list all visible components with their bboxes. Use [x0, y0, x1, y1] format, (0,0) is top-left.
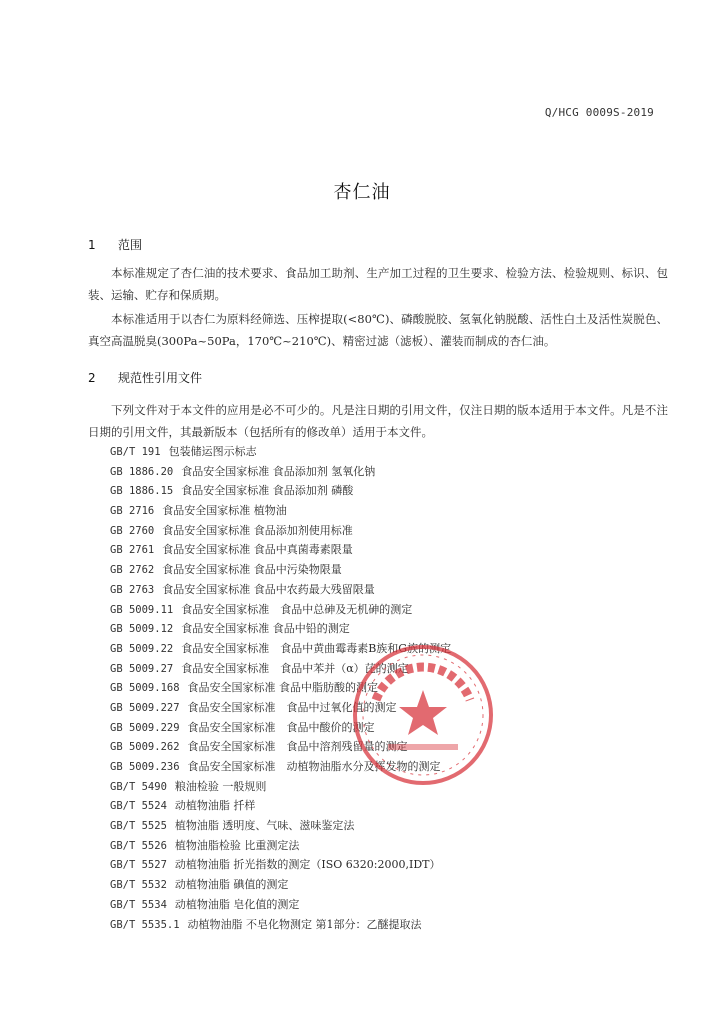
seal-star — [399, 690, 447, 735]
reference-code: GB 1886.15 — [110, 485, 174, 498]
reference-code: GB/T 5532 — [110, 879, 167, 892]
section-1-title: 范围 — [118, 238, 143, 252]
reference-title: 食品安全国家标准 食品添加剂 磷酸 — [181, 484, 354, 498]
reference-code: GB 5009.22 — [110, 642, 174, 655]
reference-title: 食品安全国家标准 食品中溶剂残留量的测定 — [187, 740, 408, 754]
reference-code: GB/T 5525 — [110, 820, 167, 833]
standard-code: Q/HCG 0009S-2019 — [544, 106, 654, 119]
list-item — [110, 521, 670, 541]
reference-title: 食品安全国家标准 食品中总砷及无机砷的测定 — [181, 602, 413, 616]
seal-number-band — [388, 744, 458, 750]
reference-title: 植物油脂 透明度、气味、滋味鉴定法 — [174, 819, 355, 833]
reference-title: 食品安全国家标准 食品添加剂使用标准 — [162, 523, 353, 537]
reference-title: 食品安全国家标准 食品中真菌毒素限量 — [162, 543, 353, 557]
list-item — [110, 501, 670, 521]
reference-title: 食品安全国家标准 植物油 — [162, 504, 287, 518]
section-2-heading — [88, 369, 202, 386]
reference-title: 粮油检验 一般规则 — [174, 779, 267, 793]
reference-code: GB 5009.262 — [110, 741, 180, 754]
list-item — [110, 442, 670, 462]
reference-title: 动植物油脂 折光指数的测定（ISO 6320:2000,IDT） — [174, 858, 441, 872]
reference-title: 食品安全国家标准 食品中污染物限量 — [162, 563, 342, 577]
reference-title: 食品安全国家标准 食品添加剂 氢氧化钠 — [181, 464, 376, 478]
list-item — [110, 580, 670, 600]
reference-code: GB 2716 — [110, 505, 155, 518]
section-1-number: 1 — [88, 238, 96, 252]
reference-code: GB/T 5534 — [110, 898, 167, 911]
list-item — [110, 855, 670, 875]
section-1-paragraph-2: 本标准适用于以杏仁为原料经筛选、压榨提取(<80℃)、磷酸脱胶、氢氧化钠脱酸、活性白土及活性炭脱色、真空高温脱臭(300Pa~50Pa，170℃~210℃)、精密过滤（滤板）、灌装而制成的杏仁油。 — [88, 312, 668, 348]
reference-code: GB 5009.236 — [110, 761, 180, 773]
list-item — [110, 875, 670, 895]
section-1-heading — [88, 236, 142, 253]
reference-title: 食品安全国家标准 食品中脂肪酸的测定 — [187, 681, 379, 695]
reference-code: GB 5009.27 — [110, 662, 174, 675]
reference-title: 动植物油脂 不皂化物测定 第1部分：乙醚提取法 — [187, 917, 422, 931]
reference-code: GB 2762 — [110, 564, 155, 577]
reference-code: GB/T 5535.1 — [110, 918, 180, 931]
reference-code: GB/T 5524 — [110, 800, 167, 813]
reference-title: 动植物油脂 扦样 — [174, 799, 256, 813]
reference-code: GB 5009.227 — [110, 701, 180, 714]
reference-code: GB 2763 — [110, 583, 155, 596]
reference-title: 食品安全国家标准 食品中过氧化值的测定 — [187, 700, 397, 714]
list-item — [110, 560, 670, 580]
reference-code: GB 2761 — [110, 544, 155, 557]
reference-code: GB/T 5527 — [110, 859, 167, 872]
reference-title: 植物油脂检验 比重测定法 — [174, 838, 300, 852]
reference-code: GB/T 191 — [110, 446, 161, 458]
reference-title: 食品安全国家标准 食品中酸价的测定 — [187, 720, 375, 734]
list-item — [110, 816, 670, 836]
list-item — [110, 600, 670, 620]
reference-code: GB 2760 — [110, 524, 155, 537]
reference-code: GB 5009.12 — [110, 623, 174, 636]
reference-title: 动植物油脂 碘值的测定 — [174, 878, 289, 892]
list-item — [110, 481, 670, 501]
section-2-title: 规范性引用文件 — [118, 371, 203, 385]
reference-title: 食品安全国家标准 动植物油脂水分及挥发物的测定 — [187, 760, 441, 773]
list-item — [110, 540, 670, 560]
reference-code: GB/T 5490 — [110, 780, 167, 793]
list-item — [110, 796, 670, 816]
reference-title: 食品安全国家标准 食品中黄曲霉毒素B族和G族的测定 — [181, 641, 452, 655]
list-item — [110, 836, 670, 856]
company-seal-icon — [348, 640, 498, 790]
reference-code: GB/T 5526 — [110, 839, 167, 852]
reference-code: GB 5009.229 — [110, 721, 180, 734]
reference-title: 食品安全国家标准 食品中苯并（α）芘的测定 — [181, 661, 409, 675]
reference-title: 动植物油脂 皂化值的测定 — [174, 897, 300, 911]
list-item — [110, 462, 670, 482]
list-item — [110, 895, 670, 915]
section-2-paragraph-1: 下列文件对于本文件的应用是必不可少的。凡是注日期的引用文件，仅注日期的版本适用于本文件。凡是不注日期的引用文件，其最新版本（包括所有的修改单）适用于本文件。 — [88, 403, 668, 439]
section-2-number: 2 — [88, 371, 96, 385]
page-title: 杏仁油 — [333, 182, 391, 203]
reference-title: 食品安全国家标准 食品中农药最大残留限量 — [162, 582, 375, 596]
section-1-paragraph-1: 本标准规定了杏仁油的技术要求、食品加工助剂、生产加工过程的卫生要求、检验方法、检验规则、标识、包装、运输、贮存和保质期。 — [88, 266, 668, 302]
reference-code: GB 1886.20 — [110, 465, 174, 478]
reference-code: GB 5009.11 — [110, 603, 174, 616]
reference-title: 食品安全国家标准 食品中铅的测定 — [181, 622, 350, 636]
list-item — [110, 619, 670, 639]
list-item — [110, 915, 670, 935]
reference-title: 包装储运图示标志 — [168, 445, 257, 458]
reference-code: GB 5009.168 — [110, 682, 180, 695]
